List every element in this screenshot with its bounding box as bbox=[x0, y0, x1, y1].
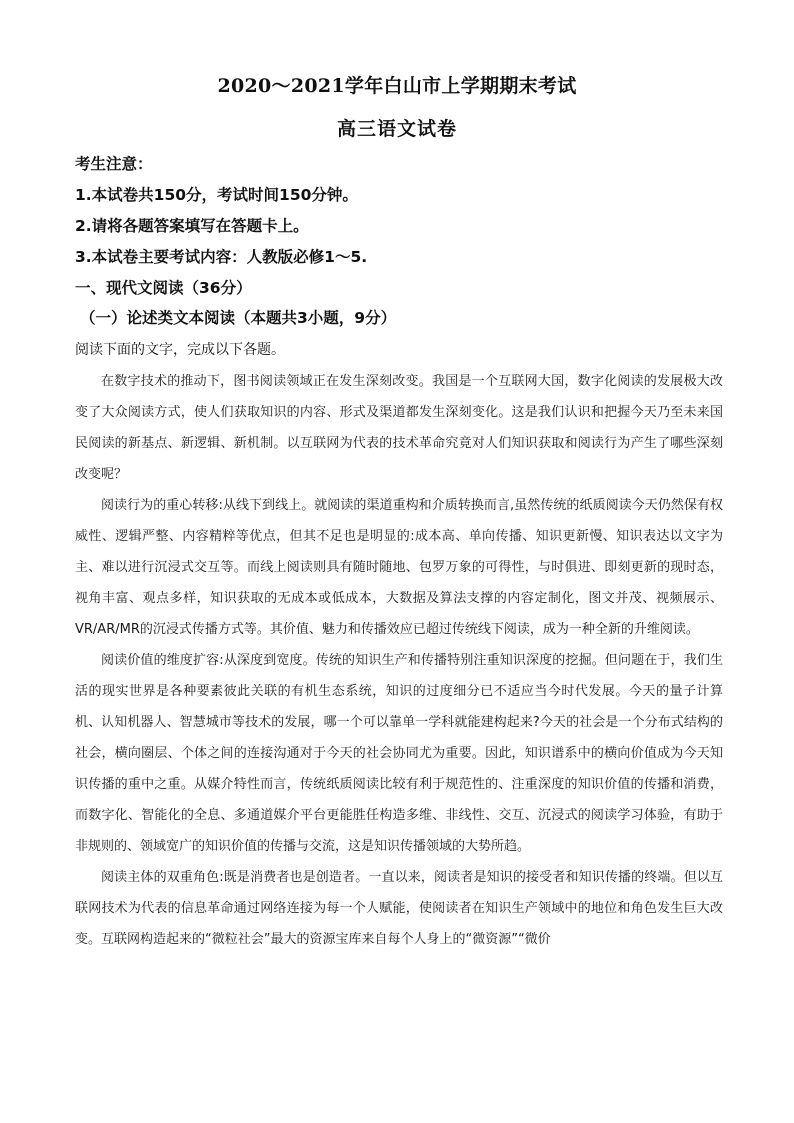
exam-subtitle: 高三语文试卷 bbox=[336, 118, 457, 140]
passage-paragraph-2: 阅读行为的重心转移:从线下到线上。就阅读的渠道重构和介质转换而言,虽然传统的纸质阅读今天仍然保有权威性、逻辑严整、内容精粹等优点，但其不足也是明显的:成本高、单向传播、知识更新慢、知识表达以文字为主、难以进行沉浸式交互等。而线上阅读则具有随时随地、包罗万象的可得性，与时俱进、即刻更新的现时态，视角丰富、观点多样，知识获取的无成本或低成本，大数据及算法支撑的内容定制化，图文并茂、视频展示、VR/AR/MR的沉浸式传播方式等。其价值、魅力和传播效应已超过传统线下阅读，成为一种全新的升维阅读。 bbox=[75, 498, 723, 637]
section-heading: 一、现代文阅读（36分） bbox=[75, 279, 252, 297]
passage-paragraph-4: 阅读主体的双重角色:既是消费者也是创造者。一直以来，阅读者是知识的接受者和知识传播的终端。但以互联网技术为代表的信息革命通过网络连接为每一个人赋能，使阅读者在知识生产领域中的地位和角色发生巨大改变。互联网构造起来的“微粒社会”最大的资源宝库来自每个人身上的“微资源”“微价 bbox=[75, 870, 723, 947]
reading-passage bbox=[75, 366, 723, 955]
subsection-heading: （一）论述类文本阅读（本题共3小题，9分） bbox=[80, 309, 397, 327]
note-item-2: 2.请将各题答案填写在答题卡上。 bbox=[75, 217, 309, 235]
exam-title: 2020～2021学年白山市上学期期末考试 bbox=[217, 75, 577, 97]
notes-heading: 考生注意： bbox=[75, 155, 153, 173]
note-item-1: 1.本试卷共150分，考试时间150分钟。 bbox=[75, 186, 358, 204]
passage-paragraph-3: 阅读价值的维度扩容:从深度到宽度。传统的知识生产和传播特别注重知识深度的挖掘。但问题在于，我们生活的现实世界是各种要素彼此关联的有机生态系统，知识的过度细分已不适应当今时代发展。今天的量子计算机、认知机器人、智慧城市等技术的发展，哪一个可以靠单一学科就能建构起来?今天的社会是一个分布式结构的社会，横向圈层、个体之间的连接沟通对于今天的社会协同尤为重要。因此，知识谱系中的横向价值成为今天知识传播的重中之重。从媒介特性而言，传统纸质阅读比较有利于规范性的、注重深度的知识价值的传播和消费，而数字化、智能化的全息、多通道媒介平台更能胜任构造多维、非线性、交互、沉浸式的阅读学习体验，有助于非规则的、领域宽广的知识价值的传播与交流，这是知识传播领域的大势所趋。 bbox=[75, 653, 723, 854]
passage-paragraph-1: 在数字技术的推动下，图书阅读领域正在发生深刻改变。我国是一个互联网大国，数字化阅读的发展极大改变了大众阅读方式，使人们获取知识的内容、形式及渠道都发生深刻变化。这是我们认识和把握今天乃至未来国民阅读的新基点、新逻辑、新机制。以互联网为代表的技术革命究竟对人们知识获取和阅读行为产生了哪些深刻改变呢？ bbox=[75, 374, 723, 482]
reading-instruction: 阅读下面的文字，完成以下各题。 bbox=[75, 342, 285, 358]
note-item-3: 3.本试卷主要考试内容：人教版必修1～5. bbox=[75, 248, 368, 266]
